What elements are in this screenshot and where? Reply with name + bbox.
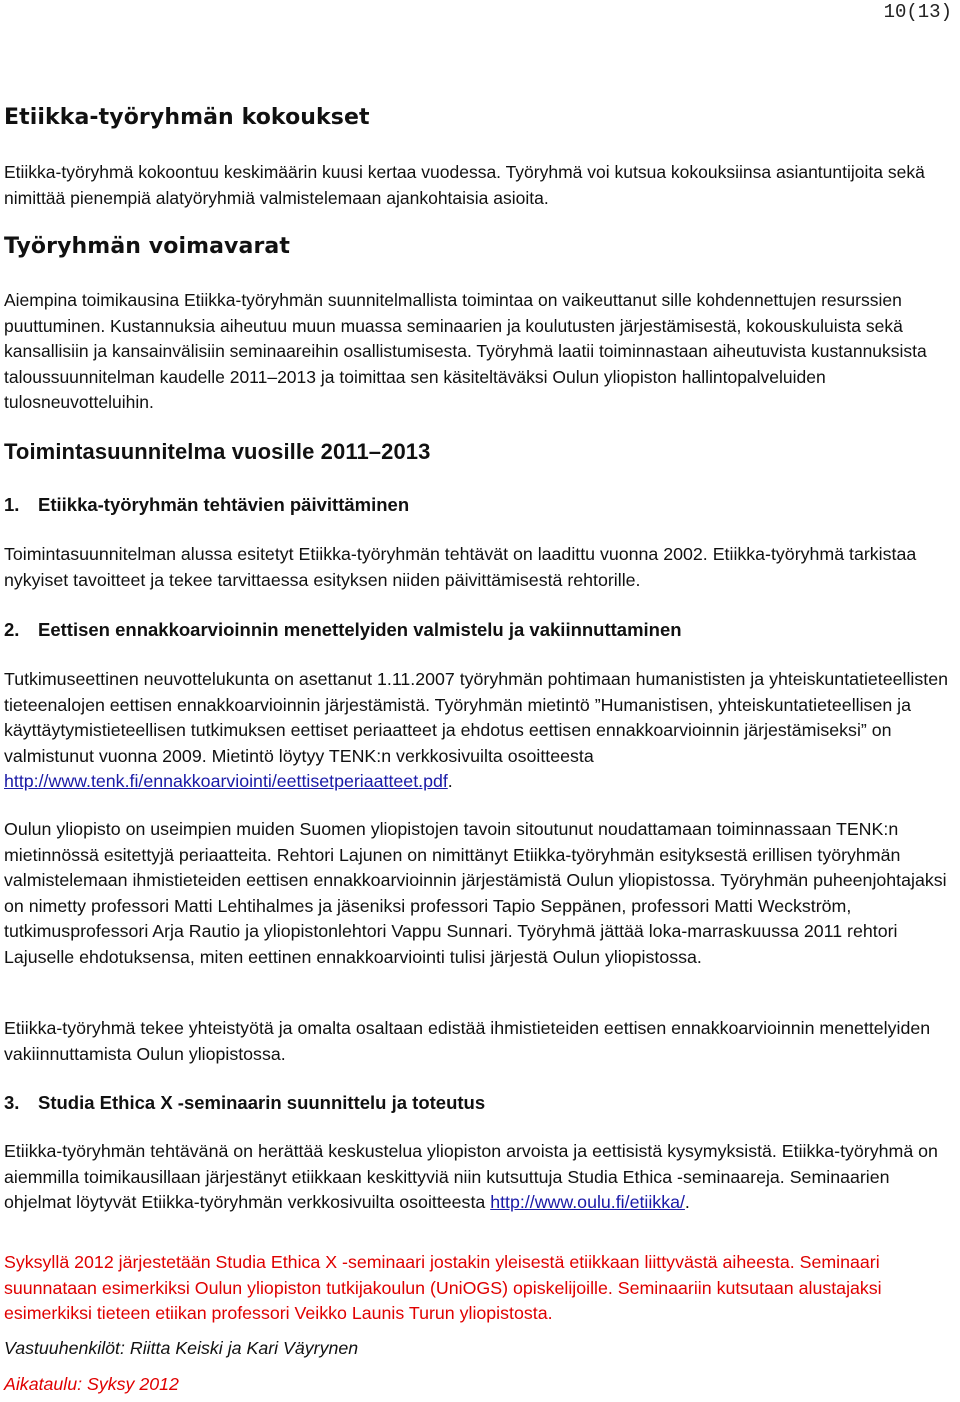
item-2-paragraph-1 bbox=[4, 667, 956, 795]
item-3-heading bbox=[4, 1092, 485, 1114]
paragraph-meetings: Etiikka-työryhmä kokoontuu keskimäärin kuusi kertaa vuodessa. Työryhmä voi kutsua kokouksiinsa asiantuntijoita sekä nimittää pienempiä alatyöryhmiä valmistelemaan ajankohtaisia asioita. bbox=[4, 162, 925, 208]
item-3-number: 3. bbox=[4, 1092, 20, 1113]
item-3-paragraph-1-text: Etiikka-työryhmän tehtävänä on herättää keskustelua yliopiston arvoista ja eettisistä kysymyksistä. Etiikka-työryhmä on aiemmilla toimikausillaan järjestänyt etiikkaan keskittyviä niin kutsuttuja Studia Ethica -seminaareja. Seminaarien ohjelmat löytyvät Etiikka-työryhmän verkkosivuilta osoitteesta bbox=[4, 1141, 938, 1212]
item-3-paragraph-2: Syksyllä 2012 järjestetään Studia Ethica X -seminaari jostakin yleisestä etiikkaan liittyvästä aiheesta. Seminaari suunnataan esimerkiksi Oulun yliopiston tutkijakoulun (UniOGS) opiskelijoille. Seminaariin kutsutaan alustajaksi esimerkiksi tieteen etiikan professori Veikko Launis Turun yliopistosta. bbox=[4, 1252, 882, 1323]
heading-resources: Työryhmän voimavarat bbox=[4, 234, 290, 259]
heading-meetings: Etiikka-työryhmän kokoukset bbox=[4, 105, 370, 130]
item-2-heading bbox=[4, 619, 682, 641]
item-3-paragraph-1-end: . bbox=[684, 1192, 690, 1212]
item-3-paragraph-1 bbox=[4, 1139, 956, 1216]
item-2-paragraph-1-end: . bbox=[447, 771, 453, 791]
item-2-paragraph-2: Oulun yliopisto on useimpien muiden Suomen yliopistojen tavoin sitoutunut noudattamaan toiminnassaan TENK:n mietinnössä esitettyjä periaatteita. Rehtori Lajunen on nimittänyt Etiikka-työryhmän esityksestä erillisen työryhmän valmistelemaan ihmistieteiden eettisen ennakkoarvioinnin järjestämistä Oulun yliopistossa. Työryhmän puheenjohtajaksi on nimetty professori Matti Lehtihalmes ja jäseniksi professori Tapio Seppänen, professori Matti Weckström, tutkimusprofessori Arja Rautio ja yliopistonlehtori Vappu Sunnari. Työryhmä jättää loka-marraskuussa 2011 rehtori Lajuselle ehdotuksensa, miten eettinen ennakkoarviointi tulisi järjestä Oulun yliopistossa. bbox=[4, 819, 947, 967]
item-2-paragraph-1-text: Tutkimuseettinen neuvottelukunta on asettanut 1.11.2007 työryhmän pohtimaan humanististen ja yhteiskuntatieteellisten tieteenalojen eettisen ennakkoarvioinnin järjestämistä. Työryhmän mietintö ”Humanistisen, yhteiskuntatieteellisen ja käyttäytymistieteellisen tutkimuksen eettiset periaatteet ja ehdotus eettisen ennakkoarvioinnin järjestämiseksi” on valmistunut vuonna 2009. Mietintö löytyy TENK:n verkkosivuilta osoitteesta bbox=[4, 669, 948, 766]
item-1-title: Etiikka-työryhmän tehtävien päivittäminen bbox=[38, 494, 410, 515]
responsible-persons: Vastuuhenkilöt: Riitta Keiski ja Kari Väyrynen bbox=[4, 1338, 359, 1358]
heading-action-plan: Toimintasuunnitelma vuosille 2011–2013 bbox=[4, 439, 431, 464]
page-number: 10(13) bbox=[883, 1, 952, 23]
item-1-paragraph: Toimintasuunnitelman alussa esitetyt Etiikka-työryhmän tehtävät on laadittu vuonna 2002. Etiikka-työryhmä tarkistaa nykyiset tavoitteet ja tekee tarvittaessa esityksen niiden päivittämisestä rehtorille. bbox=[4, 544, 917, 590]
item-1-heading bbox=[4, 494, 409, 516]
item-1-number: 1. bbox=[4, 494, 20, 515]
item-2-number: 2. bbox=[4, 619, 20, 640]
tenk-link[interactable]: http://www.tenk.fi/ennakkoarviointi/eettisetperiaatteet.pdf bbox=[4, 771, 448, 791]
item-2-paragraph-3: Etiikka-työryhmä tekee yhteistyötä ja omalta osaltaan edistää ihmistieteiden eettisen ennakkoarvioinnin menettelyiden vakiinnuttamista Oulun yliopistossa. bbox=[4, 1018, 931, 1064]
schedule: Aikataulu: Syksy 2012 bbox=[4, 1374, 179, 1394]
item-3-title: Studia Ethica X -seminaarin suunnittelu ja toteutus bbox=[38, 1092, 486, 1113]
paragraph-resources: Aiempina toimikausina Etiikka-työryhmän suunnitelmallista toimintaa on vaikeuttanut sille kohdennettujen resurssien puuttuminen. Kustannuksia aiheutuu muun muassa seminaarien ja koulutusten järjestämisestä, kokouskuluista sekä kansallisiin ja kansainvälisiin seminaareihin osallistumisesta. Työryhmä laatii toiminnastaan aiheutuvista kustannuksista taloussuunnitelman kaudelle 2011–2013 ja toimittaa sen käsiteltäväksi Oulun yliopiston hallintopalveluiden tulosneuvotteluihin. bbox=[4, 290, 927, 412]
etiikka-link[interactable]: http://www.oulu.fi/etiikka/ bbox=[490, 1192, 685, 1212]
item-2-title: Eettisen ennakkoarvioinnin menettelyiden valmistelu ja vakiinnuttaminen bbox=[38, 619, 682, 640]
